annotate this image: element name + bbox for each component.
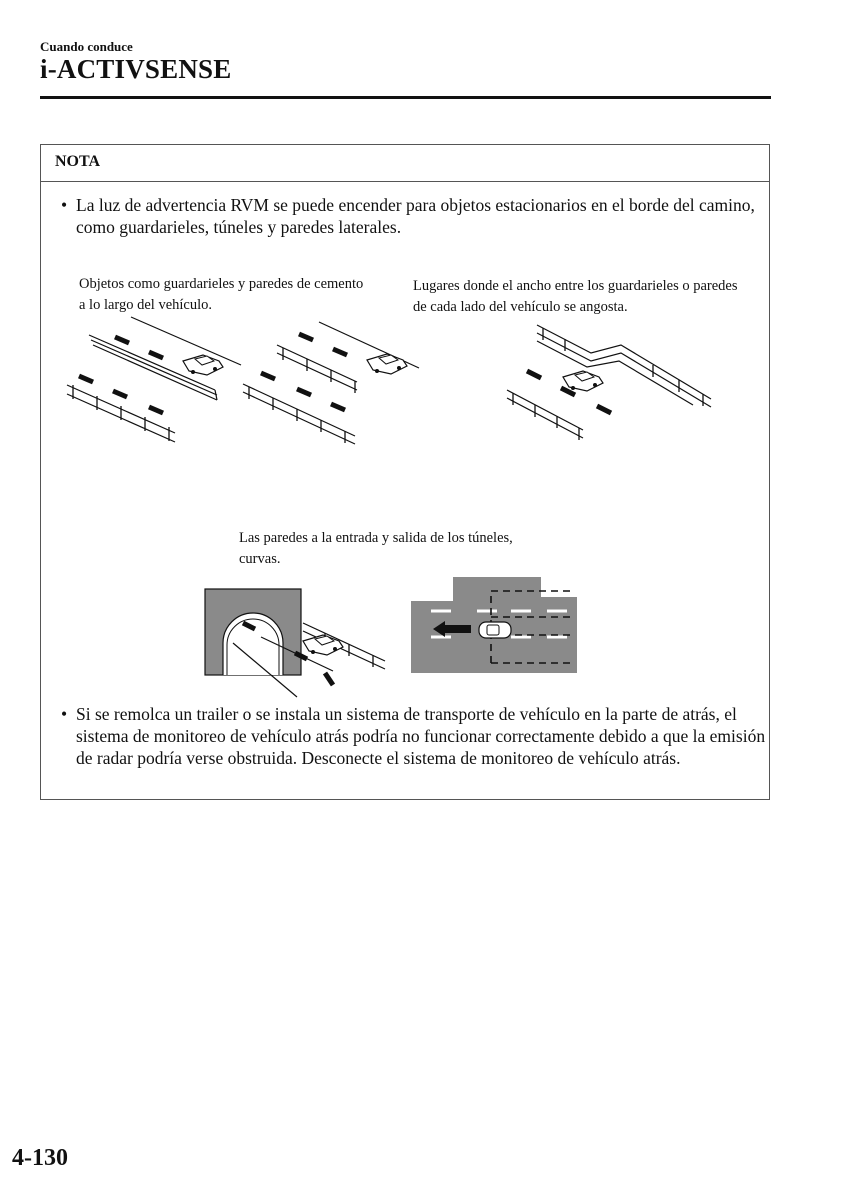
caption-narrowing: Lugares donde el ancho entre los guardarieles o paredes de cada lado del vehículo se angosta. [413, 278, 738, 315]
note-bullet-2 [61, 703, 766, 769]
illustration-tunnel-entrance [203, 585, 388, 703]
car-icon [563, 371, 603, 391]
note-heading: NOTA [55, 153, 101, 170]
bullet-dot: • [61, 195, 68, 215]
illustration-narrowing-road [503, 321, 718, 461]
page-title: i-ACTIVSENSE [40, 54, 232, 84]
bullet-text: Si se remolca un trailer o se instala un sistema de transporte de vehículo en la parte de atrás, el sistema de monitoreo de vehículo atrás podría no funcionar correctamente debido a que la emisión de radar podría verse obstruida. Desconecte el sistema de monitoreo de vehículo atrás. [76, 704, 766, 768]
bullet-text: La luz de advertencia RVM se puede encender para objetos estacionarios en el borde del camino, como guardarieles, túneles y paredes laterales. [76, 195, 755, 237]
caption-guardrails: Objetos como guardarieles y paredes de cemento a lo largo del vehículo. [79, 276, 364, 313]
car-icon [479, 622, 511, 638]
section-label: Cuando conduce [40, 39, 133, 54]
car-icon [183, 355, 223, 375]
caption-tunnels: Las paredes a la entrada y salida de los túneles, curvas. [239, 530, 513, 567]
title-rule [40, 96, 771, 99]
illustration-curve-topdown [411, 577, 577, 675]
illustration-concrete-wall-road [67, 315, 242, 450]
page-number: 4-130 [12, 1145, 68, 1171]
bullet-dot: • [61, 704, 68, 724]
illustration-guardrails-road [243, 320, 418, 455]
note-bullet-1 [61, 194, 761, 238]
note-header [41, 145, 769, 182]
car-icon [303, 635, 343, 655]
car-icon [367, 354, 407, 374]
note-box [40, 144, 770, 800]
